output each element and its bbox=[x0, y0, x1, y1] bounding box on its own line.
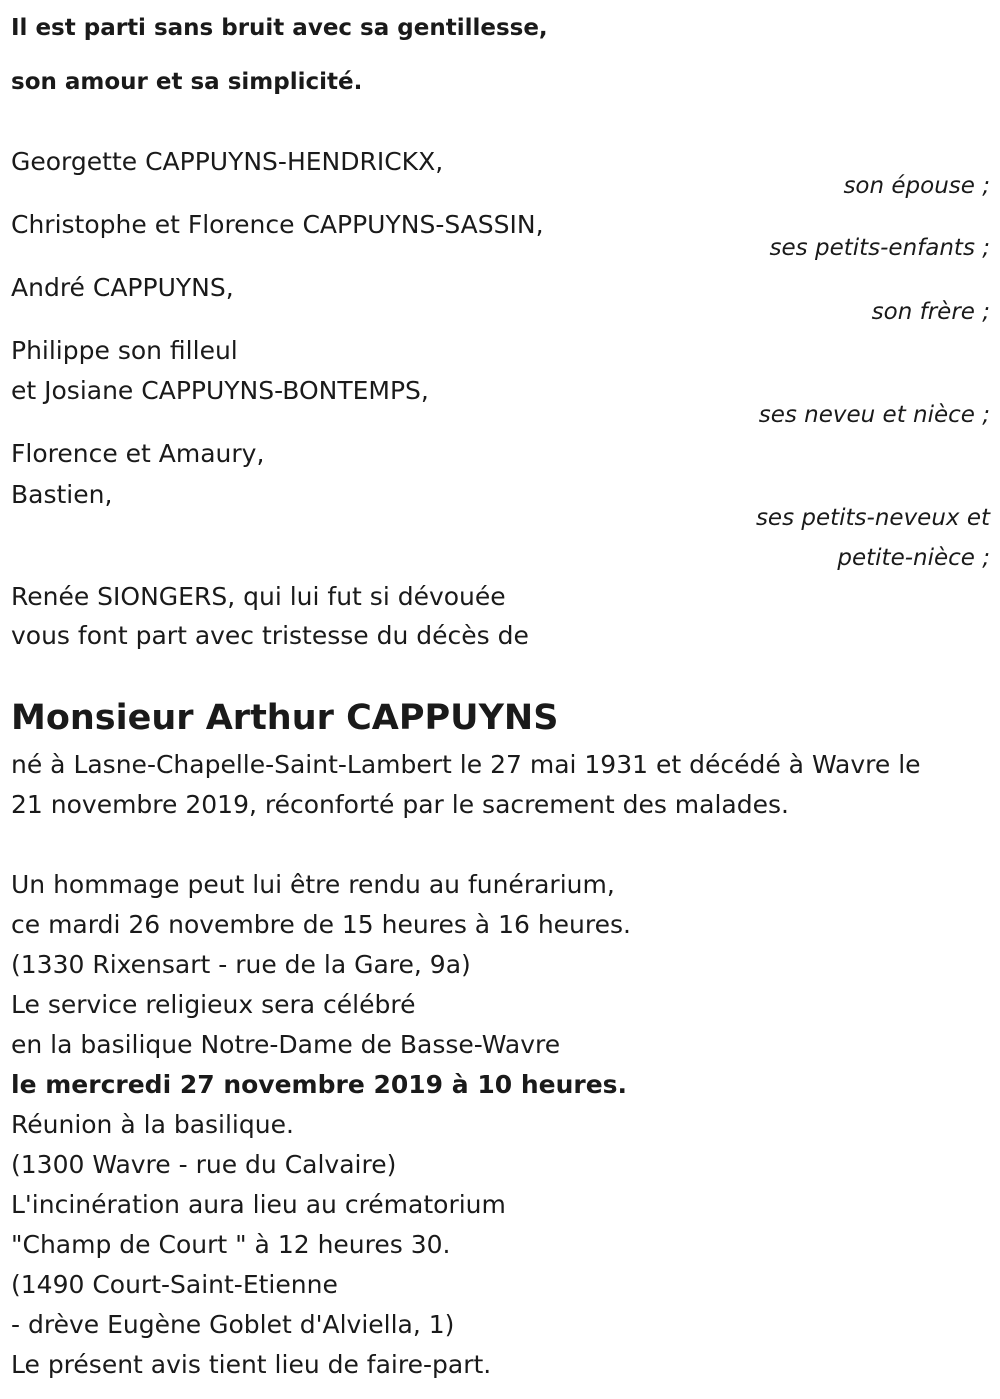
family-member: et Josiane CAPPUYNS-BONTEMPS, bbox=[11, 376, 429, 405]
ceremony-line: en la basilique Notre-Dame de Basse-Wavre bbox=[11, 1030, 561, 1059]
ceremony-line: Le présent avis tient lieu de faire-part. bbox=[11, 1350, 492, 1379]
family-member: Bastien, bbox=[11, 480, 113, 509]
family-member: Christophe et Florence CAPPUYNS-SASSIN, bbox=[11, 210, 544, 239]
family-member: Florence et Amaury, bbox=[11, 439, 265, 468]
ceremony-date-line: le mercredi 27 novembre 2019 à 10 heures. bbox=[11, 1070, 628, 1099]
closing-family-line: Renée SIONGERS, qui lui fut si dévouée bbox=[11, 582, 506, 611]
ceremony-line: "Champ de Court " à 12 heures 30. bbox=[11, 1230, 451, 1259]
family-relation: son épouse ; bbox=[843, 173, 990, 199]
ceremony-line: Le service religieux sera célébré bbox=[11, 990, 416, 1019]
intro-line: Il est parti sans bruit avec sa gentillesse, bbox=[11, 15, 548, 41]
ceremony-line: ce mardi 26 novembre de 15 heures à 16 heures. bbox=[11, 910, 631, 939]
closing-family-line: vous font part avec tristesse du décès de bbox=[11, 621, 529, 650]
family-relation: ses petits-enfants ; bbox=[769, 235, 990, 261]
ceremony-line: (1300 Wavre - rue du Calvaire) bbox=[11, 1150, 397, 1179]
birth-death-line: 21 novembre 2019, réconforté par le sacrement des malades. bbox=[11, 790, 789, 819]
family-member: Georgette CAPPUYNS-HENDRICKX, bbox=[11, 147, 444, 176]
family-relation: petite-nièce ; bbox=[837, 545, 990, 571]
ceremony-line: (1490 Court-Saint-Etienne bbox=[11, 1270, 338, 1299]
deceased-name: Monsieur Arthur CAPPUYNS bbox=[11, 698, 559, 738]
family-relation: son frère ; bbox=[871, 299, 990, 325]
ceremony-line: L'incinération aura lieu au crématorium bbox=[11, 1190, 506, 1219]
family-member: André CAPPUYNS, bbox=[11, 273, 234, 302]
family-relation: ses petits-neveux et bbox=[755, 505, 990, 531]
family-relation: ses neveu et nièce ; bbox=[758, 402, 990, 428]
family-member: Philippe son filleul bbox=[11, 336, 238, 365]
ceremony-line: Un hommage peut lui être rendu au funérarium, bbox=[11, 870, 615, 899]
ceremony-line: Réunion à la basilique. bbox=[11, 1110, 294, 1139]
birth-death-line: né à Lasne-Chapelle-Saint-Lambert le 27 mai 1931 et décédé à Wavre le bbox=[11, 750, 921, 779]
ceremony-line: (1330 Rixensart - rue de la Gare, 9a) bbox=[11, 950, 471, 979]
intro-line: son amour et sa simplicité. bbox=[11, 69, 363, 95]
ceremony-line: - drève Eugène Goblet d'Alviella, 1) bbox=[11, 1310, 455, 1339]
